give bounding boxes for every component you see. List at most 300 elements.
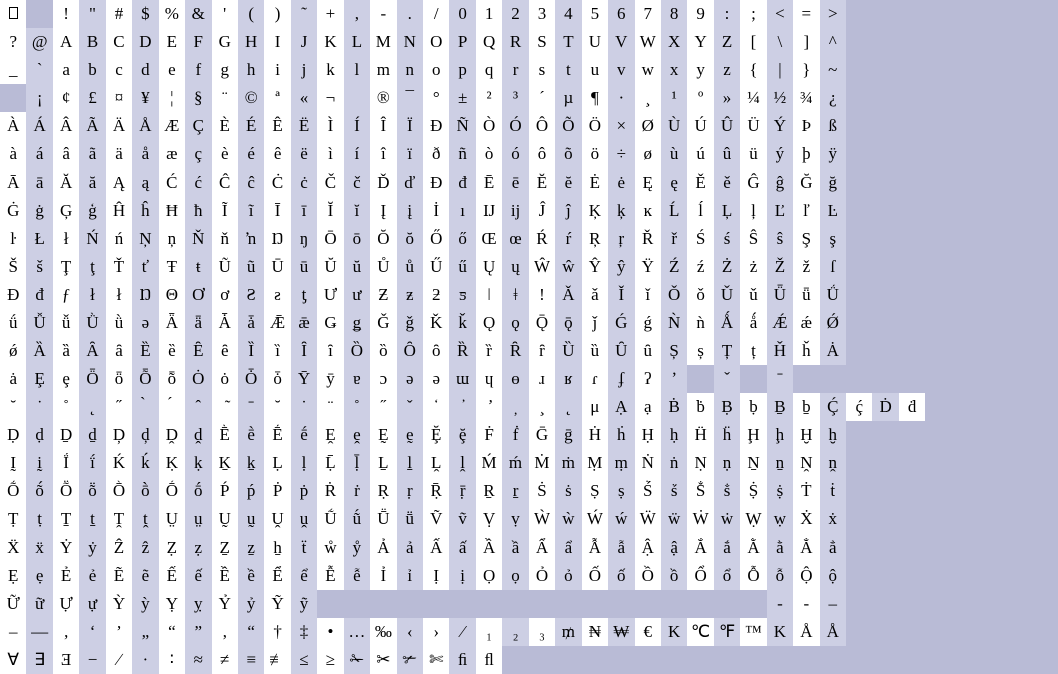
glyph-cell[interactable]: ﬂ — [476, 646, 502, 674]
glyph-cell[interactable]: ǟ — [185, 309, 211, 337]
glyph-cell[interactable]: Ṣ — [582, 477, 608, 505]
glyph-cell[interactable]: ˛ — [79, 393, 105, 421]
glyph-cell[interactable]: % — [159, 0, 185, 28]
glyph-cell[interactable]: Ǡ — [212, 309, 238, 337]
glyph-cell[interactable]: ¨ — [212, 84, 238, 112]
glyph-cell[interactable]: ḕ — [238, 421, 264, 449]
glyph-cell[interactable] — [238, 393, 264, 421]
glyph-cell[interactable]: ể — [291, 562, 317, 590]
glyph-cell[interactable]: º — [687, 84, 713, 112]
glyph-cell[interactable]: Ỹ — [264, 590, 290, 618]
glyph-cell[interactable]: Ȇ — [185, 337, 211, 365]
glyph-cell[interactable]: T — [555, 28, 581, 56]
glyph-cell[interactable]: ĺ — [687, 197, 713, 225]
glyph-cell[interactable]: Ơ — [185, 281, 211, 309]
glyph-cell[interactable]: ‚ — [212, 618, 238, 646]
glyph-cell[interactable]: Ų — [476, 253, 502, 281]
glyph-cell[interactable]: Æ — [159, 112, 185, 140]
glyph-cell[interactable]: ÿ — [820, 140, 846, 168]
glyph-cell[interactable]: Ỷ — [212, 590, 238, 618]
glyph-cell[interactable]: ó — [502, 140, 528, 168]
glyph-cell[interactable]: ẻ — [79, 562, 105, 590]
glyph-cell[interactable]: Ỵ — [159, 590, 185, 618]
glyph-cell[interactable]: ḛ — [397, 421, 423, 449]
glyph-cell[interactable]: # — [106, 0, 132, 28]
glyph-cell[interactable]: ‑ — [793, 590, 819, 618]
glyph-cell[interactable]: Ṽ — [423, 505, 449, 533]
glyph-cell[interactable]: ẍ — [26, 533, 52, 561]
glyph-cell[interactable]: Ì — [317, 112, 343, 140]
glyph-cell[interactable]: . — [397, 0, 423, 28]
glyph-cell[interactable]: Č — [317, 168, 343, 196]
glyph-cell[interactable]: K — [317, 28, 343, 56]
glyph-cell[interactable]: ṡ — [555, 477, 581, 505]
glyph-cell[interactable]: Ǥ — [317, 309, 343, 337]
glyph-cell[interactable]: f — [185, 56, 211, 84]
glyph-cell[interactable]: ŷ — [608, 253, 634, 281]
glyph-cell[interactable]: ] — [793, 28, 819, 56]
glyph-cell[interactable]: $ — [132, 0, 158, 28]
glyph-cell[interactable]: ḩ — [767, 421, 793, 449]
glyph-cell[interactable]: ḫ — [820, 421, 846, 449]
glyph-cell[interactable] — [449, 393, 475, 421]
glyph-cell[interactable]: Ể — [264, 562, 290, 590]
glyph-cell[interactable]: ǜ — [106, 309, 132, 337]
glyph-cell[interactable]: < — [767, 0, 793, 28]
glyph-cell[interactable]: Ẇ — [687, 505, 713, 533]
glyph-cell[interactable]: Ĳ — [476, 197, 502, 225]
glyph-cell[interactable]: đ — [26, 281, 52, 309]
glyph-cell[interactable]: ˇ — [714, 365, 740, 393]
glyph-cell[interactable]: ĩ — [238, 197, 264, 225]
glyph-cell[interactable]: ẓ — [185, 533, 211, 561]
glyph-cell[interactable]: ∃ — [26, 646, 52, 674]
glyph-cell[interactable]: Ṃ — [582, 449, 608, 477]
glyph-cell[interactable]: Ỏ — [529, 562, 555, 590]
glyph-cell[interactable]: ầ — [502, 533, 528, 561]
glyph-cell[interactable]: Ỗ — [740, 562, 766, 590]
glyph-cell[interactable]: 4 — [555, 0, 581, 28]
glyph-cell[interactable]: Ȱ — [238, 365, 264, 393]
glyph-cell[interactable]: Ḵ — [212, 449, 238, 477]
glyph-cell[interactable]: ≤ — [291, 646, 317, 674]
glyph-cell[interactable]: Ḽ — [423, 449, 449, 477]
glyph-cell[interactable]: ŝ — [767, 225, 793, 253]
glyph-cell[interactable]: Ǫ — [476, 309, 502, 337]
glyph-cell[interactable]: ĝ — [767, 168, 793, 196]
glyph-cell[interactable]: z — [714, 56, 740, 84]
glyph-cell[interactable]: ĳ — [502, 197, 528, 225]
glyph-cell[interactable]: ⁄ — [449, 618, 475, 646]
glyph-cell[interactable]: ĉ — [238, 168, 264, 196]
glyph-cell[interactable]: ç — [185, 140, 211, 168]
glyph-cell[interactable]: Ḫ — [793, 421, 819, 449]
glyph-cell[interactable]: Ǩ — [423, 309, 449, 337]
glyph-cell[interactable]: ş — [820, 225, 846, 253]
glyph-cell[interactable]: R — [502, 28, 528, 56]
glyph-cell[interactable]: Ầ — [476, 533, 502, 561]
glyph-cell[interactable]: Ḝ — [423, 421, 449, 449]
glyph-cell[interactable]: Ḭ — [0, 449, 26, 477]
glyph-cell[interactable]: n — [397, 56, 423, 84]
glyph-cell[interactable]: Ë — [291, 112, 317, 140]
glyph-cell[interactable]: ṃ — [608, 449, 634, 477]
glyph-cell[interactable]: Ữ — [0, 590, 26, 618]
glyph-cell[interactable]: ǘ — [0, 309, 26, 337]
glyph-cell[interactable]: Ḟ — [476, 421, 502, 449]
glyph-cell[interactable]: m — [370, 56, 396, 84]
glyph-cell[interactable]: N — [397, 28, 423, 56]
glyph-cell[interactable]: ṷ — [291, 505, 317, 533]
glyph-cell[interactable]: ǩ — [449, 309, 475, 337]
glyph-cell[interactable]: ŗ — [608, 225, 634, 253]
glyph-cell[interactable]: Ấ — [423, 533, 449, 561]
glyph-cell[interactable]: ẹ — [26, 562, 52, 590]
glyph-cell[interactable]: o — [423, 56, 449, 84]
glyph-cell[interactable]: ā — [26, 168, 52, 196]
glyph-cell[interactable]: Ȕ — [555, 337, 581, 365]
glyph-cell[interactable]: Ư — [317, 281, 343, 309]
glyph-cell[interactable]: ǀ — [476, 281, 502, 309]
glyph-cell[interactable]: ž — [793, 253, 819, 281]
glyph-cell[interactable]: ố — [608, 562, 634, 590]
glyph-cell[interactable]: Ṥ — [635, 477, 661, 505]
glyph-cell[interactable]: ě — [714, 168, 740, 196]
glyph-cell[interactable]: ỷ — [238, 590, 264, 618]
glyph-cell[interactable]: Ḳ — [159, 449, 185, 477]
glyph-cell[interactable]: ¤ — [106, 84, 132, 112]
glyph-cell[interactable]: Ņ — [132, 225, 158, 253]
glyph-cell[interactable]: ů — [397, 253, 423, 281]
glyph-cell[interactable]: ă — [79, 168, 105, 196]
glyph-cell[interactable]: Ž — [767, 253, 793, 281]
glyph-cell[interactable]: O — [423, 28, 449, 56]
glyph-cell[interactable]: ȭ — [159, 365, 185, 393]
glyph-cell[interactable]: Ã — [79, 112, 105, 140]
glyph-cell[interactable]: v — [608, 56, 634, 84]
glyph-cell[interactable]: ṽ — [449, 505, 475, 533]
glyph-cell[interactable]: ī — [291, 197, 317, 225]
glyph-cell[interactable]: ḇ — [793, 393, 819, 421]
glyph-cell[interactable]: Ḅ — [714, 393, 740, 421]
glyph-cell[interactable]: ✁ — [344, 646, 370, 674]
glyph-cell[interactable]: Ẉ — [740, 505, 766, 533]
glyph-cell[interactable]: š — [26, 253, 52, 281]
glyph-cell[interactable]: 7 — [635, 0, 661, 28]
glyph-cell[interactable]: ł — [53, 225, 79, 253]
glyph-cell[interactable]: F — [185, 28, 211, 56]
glyph-cell[interactable]: † — [264, 618, 290, 646]
glyph-cell[interactable]: ‡ — [291, 618, 317, 646]
glyph-cell[interactable]: ? — [0, 28, 26, 56]
glyph-cell[interactable]: " — [79, 0, 105, 28]
glyph-cell[interactable]: Ǧ — [370, 309, 396, 337]
glyph-cell[interactable]: ẇ — [714, 505, 740, 533]
glyph-cell[interactable] — [529, 393, 555, 421]
glyph-cell[interactable]: K — [767, 618, 793, 646]
glyph-cell[interactable]: ḣ — [608, 421, 634, 449]
glyph-cell[interactable]: ¸ — [635, 84, 661, 112]
glyph-cell[interactable]: È — [212, 112, 238, 140]
glyph-cell[interactable]: [ — [740, 28, 766, 56]
glyph-cell[interactable]: § — [185, 84, 211, 112]
glyph-cell[interactable]: ≥ — [317, 646, 343, 674]
glyph-cell[interactable]: - — [370, 0, 396, 28]
glyph-cell[interactable]: Ġ — [0, 197, 26, 225]
glyph-cell[interactable]: ǫ — [502, 309, 528, 337]
glyph-cell[interactable]: Ǚ — [26, 309, 52, 337]
glyph-cell[interactable]: ȇ — [212, 337, 238, 365]
glyph-cell[interactable]: Ú — [687, 112, 713, 140]
glyph-cell[interactable]: Ḿ — [476, 449, 502, 477]
glyph-cell[interactable]: ȉ — [264, 337, 290, 365]
glyph-cell[interactable]: Ŭ — [317, 253, 343, 281]
glyph-cell[interactable]: ĸ — [635, 197, 661, 225]
glyph-cell[interactable]: Ǻ — [714, 309, 740, 337]
glyph-cell[interactable]: ồ — [661, 562, 687, 590]
glyph-cell[interactable]: Ă — [53, 168, 79, 196]
glyph-cell[interactable]: ‚ — [53, 618, 79, 646]
glyph-cell[interactable]: Ẹ — [0, 562, 26, 590]
glyph-cell[interactable]: ṵ — [238, 505, 264, 533]
glyph-cell[interactable]: Ẏ — [53, 533, 79, 561]
glyph-cell[interactable]: ∶ — [159, 646, 185, 674]
glyph-cell[interactable]: Y — [687, 28, 713, 56]
glyph-cell[interactable]: Ṅ — [635, 449, 661, 477]
glyph-cell[interactable]: Z — [714, 28, 740, 56]
glyph-cell[interactable]: B — [79, 28, 105, 56]
glyph-cell[interactable]: ₂ — [502, 618, 528, 646]
glyph-cell[interactable]: Ĭ — [317, 197, 343, 225]
glyph-cell[interactable]: Ẫ — [582, 533, 608, 561]
glyph-cell[interactable]: Ḣ — [582, 421, 608, 449]
glyph-cell[interactable]: Ṑ — [106, 477, 132, 505]
glyph-cell[interactable]: ṭ — [26, 505, 52, 533]
glyph-cell[interactable]: ţ — [79, 253, 105, 281]
glyph-cell[interactable]: Ȫ — [79, 365, 105, 393]
glyph-cell[interactable]: ¦ — [159, 84, 185, 112]
glyph-cell[interactable]: Ŀ — [820, 197, 846, 225]
glyph-cell[interactable]: Ṉ — [740, 449, 766, 477]
glyph-cell[interactable]: Ề — [212, 562, 238, 590]
glyph-cell[interactable]: Ǒ — [661, 281, 687, 309]
glyph-cell[interactable]: ṛ — [397, 477, 423, 505]
glyph-cell[interactable]: ∙ — [132, 646, 158, 674]
glyph-cell[interactable]: ả — [397, 533, 423, 561]
glyph-cell[interactable]: ä — [106, 140, 132, 168]
glyph-cell[interactable]: è — [212, 140, 238, 168]
glyph-cell[interactable]: ŭ — [344, 253, 370, 281]
glyph-cell[interactable]: ỏ — [555, 562, 581, 590]
glyph-cell[interactable]: U — [582, 28, 608, 56]
glyph-cell[interactable]: Ǽ — [767, 309, 793, 337]
glyph-cell[interactable]: Ȭ — [132, 365, 158, 393]
glyph-cell[interactable]: Ậ — [635, 533, 661, 561]
glyph-cell[interactable]: Ō — [317, 225, 343, 253]
glyph-cell[interactable]: ř — [661, 225, 687, 253]
glyph-cell[interactable]: ŧ — [185, 253, 211, 281]
glyph-cell[interactable]: ' — [212, 0, 238, 28]
glyph-cell[interactable]: Ỉ — [370, 562, 396, 590]
glyph-cell[interactable]: ✂ — [370, 646, 396, 674]
glyph-cell[interactable]: Θ — [159, 281, 185, 309]
glyph-cell[interactable]: Ň — [185, 225, 211, 253]
glyph-cell[interactable]: P — [449, 28, 475, 56]
glyph-cell[interactable]: ` — [26, 56, 52, 84]
glyph-cell[interactable]: Ĉ — [212, 168, 238, 196]
glyph-cell[interactable]: Ṫ — [793, 477, 819, 505]
glyph-cell[interactable]: ƽ — [449, 281, 475, 309]
glyph-cell[interactable]: ð — [423, 140, 449, 168]
glyph-cell[interactable]: ħ — [185, 197, 211, 225]
glyph-cell[interactable]: 8 — [661, 0, 687, 28]
glyph-cell[interactable]: ǂ — [502, 281, 528, 309]
glyph-cell[interactable]: ª — [264, 84, 290, 112]
glyph-cell[interactable]: ‒ — [820, 590, 846, 618]
glyph-cell[interactable]: Á — [26, 112, 52, 140]
glyph-cell[interactable] — [476, 393, 502, 421]
glyph-cell[interactable]: Ẓ — [159, 533, 185, 561]
glyph-cell[interactable]: Ć — [159, 168, 185, 196]
glyph-cell[interactable]: Ŋ — [264, 225, 290, 253]
glyph-cell[interactable]: ŀ — [0, 225, 26, 253]
glyph-cell[interactable]: Ṧ — [687, 477, 713, 505]
glyph-cell[interactable] — [344, 393, 370, 421]
glyph-cell[interactable]: Ṛ — [370, 477, 396, 505]
glyph-cell[interactable]: ¶ — [582, 84, 608, 112]
glyph-cell[interactable]: “ — [159, 618, 185, 646]
glyph-cell[interactable]: Ḻ — [370, 449, 396, 477]
glyph-cell[interactable]: ∕ — [106, 646, 132, 674]
glyph-cell[interactable]: Ḍ — [0, 421, 26, 449]
glyph-cell[interactable]: _ — [0, 56, 26, 84]
glyph-cell[interactable]: ȯ — [212, 365, 238, 393]
glyph-cell[interactable]: Ũ — [212, 253, 238, 281]
glyph-cell[interactable]: Ế — [159, 562, 185, 590]
glyph-cell[interactable]: Ẑ — [106, 533, 132, 561]
glyph-cell[interactable]: ḧ — [714, 421, 740, 449]
glyph-cell[interactable]: Ồ — [635, 562, 661, 590]
glyph-cell[interactable]: X — [661, 28, 687, 56]
glyph-cell[interactable]: Ự — [53, 590, 79, 618]
glyph-cell[interactable]: õ — [555, 140, 581, 168]
glyph-cell[interactable]: á — [26, 140, 52, 168]
glyph-cell[interactable]: Ả — [370, 533, 396, 561]
glyph-cell[interactable]: ɔ — [370, 365, 396, 393]
glyph-cell[interactable]: ˜ — [291, 0, 317, 28]
glyph-cell[interactable]: ō — [344, 225, 370, 253]
glyph-cell[interactable]: Å — [793, 618, 819, 646]
glyph-cell[interactable]: ê — [264, 140, 290, 168]
glyph-cell[interactable]: Ị — [423, 562, 449, 590]
glyph-cell[interactable]: Ě — [687, 168, 713, 196]
glyph-cell[interactable]: ý — [767, 140, 793, 168]
glyph-cell[interactable]: ŏ — [397, 225, 423, 253]
glyph-cell[interactable]: a — [53, 56, 79, 84]
glyph-cell[interactable]: ǧ — [397, 309, 423, 337]
glyph-cell[interactable]: € — [635, 618, 661, 646]
glyph-cell[interactable]: Ê — [264, 112, 290, 140]
glyph-cell[interactable]: ư — [344, 281, 370, 309]
glyph-cell[interactable]: Ò — [476, 112, 502, 140]
glyph-cell[interactable]: 6 — [608, 0, 634, 28]
glyph-cell[interactable]: Ļ — [714, 197, 740, 225]
glyph-cell[interactable]: ḻ — [397, 449, 423, 477]
glyph-cell[interactable]: č — [344, 168, 370, 196]
glyph-cell[interactable]: ď — [397, 168, 423, 196]
glyph-cell[interactable]: ȋ — [317, 337, 343, 365]
glyph-cell[interactable]: ữ — [26, 590, 52, 618]
glyph-cell[interactable]: Ḷ — [264, 449, 290, 477]
glyph-cell[interactable]: ì — [317, 140, 343, 168]
glyph-cell[interactable]: ɥ — [476, 365, 502, 393]
glyph-cell[interactable]: Ḱ — [106, 449, 132, 477]
glyph-cell[interactable]: Ś — [687, 225, 713, 253]
glyph-cell[interactable]: w — [635, 56, 661, 84]
glyph-cell[interactable]: Ẍ — [0, 533, 26, 561]
glyph-cell[interactable]: ¾ — [793, 84, 819, 112]
glyph-cell[interactable]: > — [820, 0, 846, 28]
glyph-cell[interactable]: ” — [185, 618, 211, 646]
glyph-cell[interactable]: Ŗ — [582, 225, 608, 253]
glyph-cell[interactable]: Ÿ — [635, 253, 661, 281]
glyph-cell[interactable]: Ľ — [767, 197, 793, 225]
glyph-cell[interactable]: Į — [370, 197, 396, 225]
glyph-cell[interactable]: ₦ — [582, 618, 608, 646]
glyph-cell[interactable]: ǎ — [582, 281, 608, 309]
glyph-cell[interactable]: Ḛ — [370, 421, 396, 449]
glyph-cell[interactable]: Ǖ — [767, 281, 793, 309]
glyph-cell[interactable]: ƻ — [423, 281, 449, 309]
glyph-cell[interactable]: Ḕ — [212, 421, 238, 449]
glyph-cell[interactable]: Ṿ — [476, 505, 502, 533]
glyph-cell[interactable]: Ǜ — [79, 309, 105, 337]
glyph-cell[interactable]: Ī — [264, 197, 290, 225]
glyph-cell[interactable]: Ṋ — [793, 449, 819, 477]
glyph-cell[interactable]: Ȉ — [238, 337, 264, 365]
glyph-cell[interactable]: Ǘ — [820, 281, 846, 309]
glyph-cell[interactable]: ṉ — [767, 449, 793, 477]
glyph-cell[interactable]: ȑ — [476, 337, 502, 365]
glyph-cell[interactable]: ƒ — [53, 281, 79, 309]
glyph-cell[interactable]: V — [608, 28, 634, 56]
glyph-cell[interactable] — [397, 393, 423, 421]
glyph-cell[interactable]: Ṗ — [264, 477, 290, 505]
glyph-cell[interactable]: Ȓ — [502, 337, 528, 365]
glyph-cell[interactable]: Ṻ — [370, 505, 396, 533]
glyph-cell[interactable]: ȧ — [0, 365, 26, 393]
glyph-cell[interactable]: ḯ — [79, 449, 105, 477]
glyph-cell[interactable]: Ṷ — [264, 505, 290, 533]
glyph-cell[interactable]: , — [344, 0, 370, 28]
glyph-cell[interactable]: ȳ — [317, 365, 343, 393]
glyph-cell[interactable]: Ė — [582, 168, 608, 196]
glyph-cell[interactable]: C — [106, 28, 132, 56]
glyph-cell[interactable]: Ȋ — [291, 337, 317, 365]
glyph-cell[interactable]: Ť — [106, 253, 132, 281]
glyph-cell[interactable]: l — [344, 56, 370, 84]
glyph-cell[interactable]: Å — [820, 618, 846, 646]
glyph-cell[interactable]: E — [159, 28, 185, 56]
glyph-cell[interactable]: Ṩ — [740, 477, 766, 505]
glyph-cell[interactable]: Ṯ — [53, 505, 79, 533]
glyph-cell[interactable]: ò — [476, 140, 502, 168]
glyph-cell[interactable]: ḙ — [344, 421, 370, 449]
glyph-cell[interactable]: ÷ — [608, 140, 634, 168]
glyph-cell[interactable]: ³ — [502, 84, 528, 112]
glyph-cell[interactable]: ấ — [449, 533, 475, 561]
glyph-cell[interactable]: Ḗ — [264, 421, 290, 449]
